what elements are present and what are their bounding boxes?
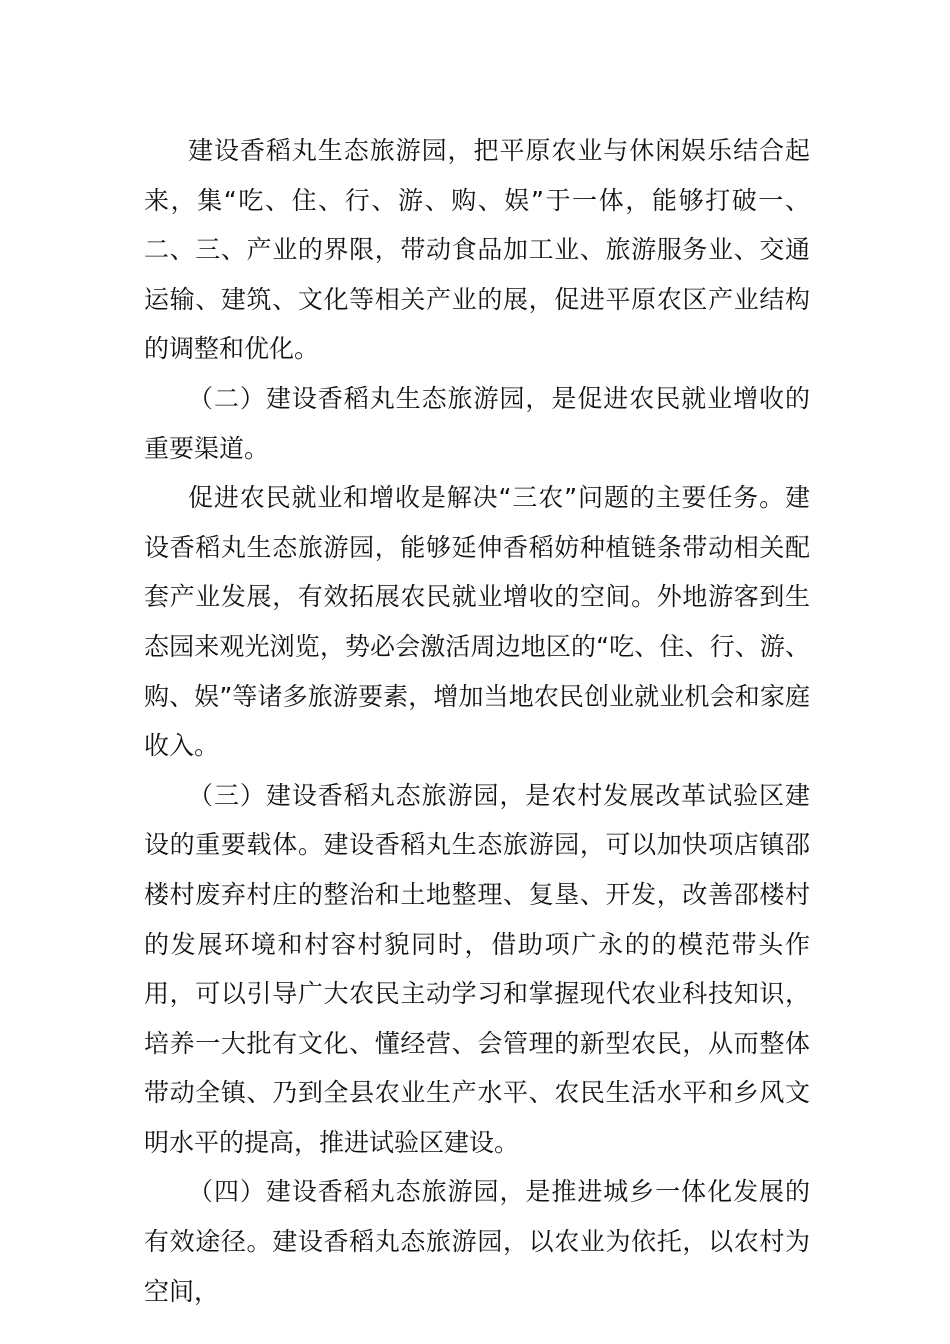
section-heading-2: （二）建设香稻丸生态旅游园，是促进农民就业增收的重要渠道。 [144,383,810,463]
paragraph: 建设香稻丸生态旅游园，把平原农业与休闲娱乐结合起来，集“吃、住、行、游、购、娱”于一体，能够打破一、二、三、产业的界限，带动食品加工业、旅游服务业、交通运输、建筑、文化等相关产业的展，促进平原农区产业结构的调整和优化。 [144,136,810,364]
section-heading-4: （四）建设香稻丸态旅游园，是推进城乡一体化发展的有效途径。建设香稻丸态旅游园，以农业为依托，以农村为空间， [144,1177,810,1306]
document-page [144,126,810,1316]
section-heading-3: （三）建设香稻丸态旅游园，是农村发展改革试验区建设的重要载体。建设香稻丸生态旅游园，可以加快项店镇邵楼村废弃村庄的整治和土地整理、复垦、开发，改善邵楼村的发展环境和村容村貌同时，借助项广永的的模范带头作用，可以引导广大农民主动学习和掌握现代农业科技知识，培养一大批有文化、懂经营、会管理的新型农民，从而整体带动全镇、乃到全县农业生产水平、农民生活水平和乡风文明水平的提高，推进试验区建设。 [144,780,810,1157]
paragraph: 促进农民就业和增收是解决“三农”问题的主要任务。建 设香稻丸生态旅游园，能够延伸香稻妨种植链条带动相关配套产业发展，有效拓展农民就业增收的空间。外地游客到生态园来观光浏览，势必会激活周边地区的“吃、住、行、游、购、娱”等诸多旅游要素，增加当地农民创业就业机会和家庭收入。 [144,483,810,761]
